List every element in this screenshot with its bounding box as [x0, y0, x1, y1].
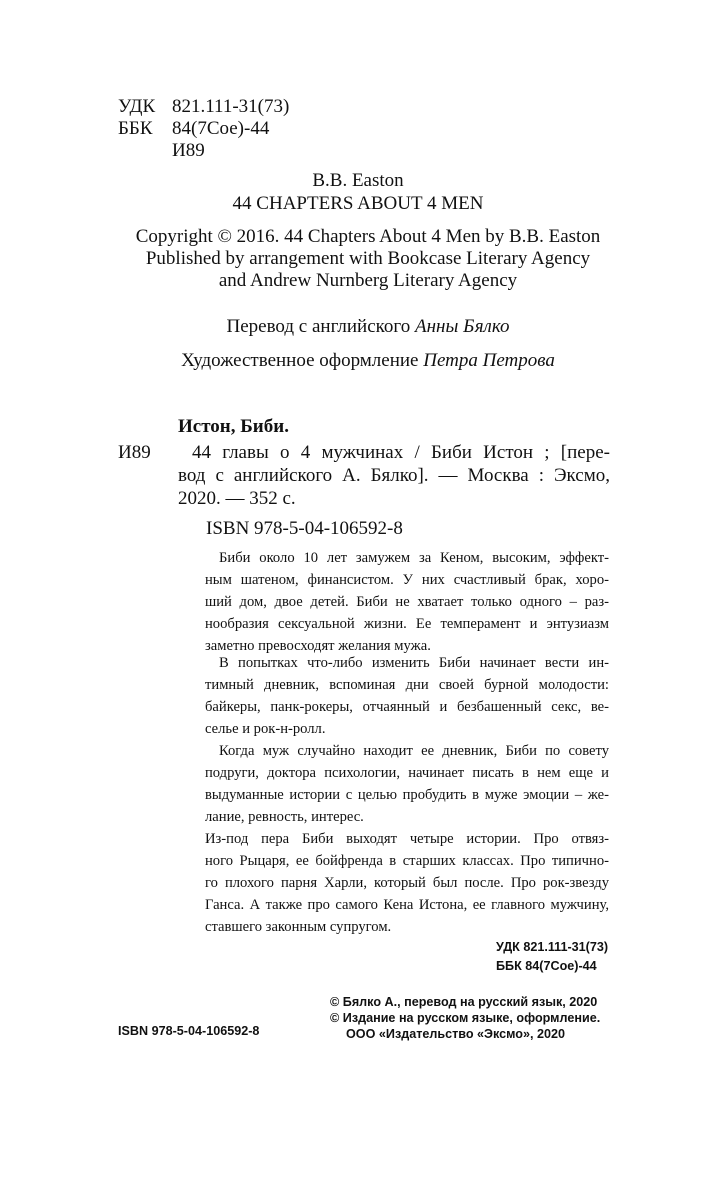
annotation-line: байкеры, панк-рокеры, отчаянный и безбашенный секс, ве- — [205, 699, 609, 715]
annotation-bbk: ББК 84(7Сое)-44 — [496, 959, 597, 973]
annotation-udk: УДК 821.111-31(73) — [496, 940, 609, 954]
translation-credit — [108, 316, 628, 338]
translation-prefix: Перевод с английского — [226, 316, 411, 337]
catalog-entry-line: вод с английского А. Бялко]. — Москва : Эксмо, — [178, 465, 610, 486]
imprint-line: © Бялко А., перевод на русский язык, 2020 — [330, 995, 598, 1009]
copyright-line: Published by arrangement with Bookcase Literary Agency — [145, 248, 591, 269]
annotation-line: В попытках что-либо изменить Биби начинает вести ин- — [219, 655, 609, 671]
udk-label: УДК — [118, 96, 156, 117]
annotation-line: селье и рок-н-ролл. — [205, 721, 326, 737]
title-en: 44 CHAPTERS ABOUT 4 MEN — [232, 193, 484, 214]
annotation-line: выдуманные истории с целью пробудить в муже эмоции – же- — [205, 787, 609, 803]
annotation-line: Из-под пера Биби выходят четыре истории. Про отвяз- — [205, 831, 609, 847]
bbk-label: ББК — [118, 118, 153, 139]
annotation-line: лание, ревность, интерес. — [205, 809, 364, 825]
catalog-entry-line: 2020. — 352 с. — [178, 488, 296, 509]
annotation-line: подруги, доктора психологии, начинает писать в нем еще и — [205, 765, 609, 781]
author-en: B.B. Easton — [312, 170, 404, 191]
translator-name: Анны Бялко — [415, 316, 510, 337]
copyright-line: Copyright © 2016. 44 Chapters About 4 Men by B.B. Easton — [135, 226, 601, 247]
bbk-value: 84(7Сое)-44 — [172, 118, 270, 139]
author-code: И89 — [172, 140, 205, 161]
annotation-line: ного Рыцаря, ее бойфренда в старших классах. Про типично- — [205, 853, 609, 869]
annotation-line: Ганса. А также про самого Кена Истона, ее главного мужчину, — [205, 897, 609, 913]
design-prefix: Художественное оформление — [181, 350, 419, 371]
annotation-line: Биби около 10 лет замужем за Кеном, высоким, эффект- — [219, 550, 609, 566]
imprint-isbn: ISBN 978-5-04-106592-8 — [118, 1024, 260, 1038]
annotation-line: го плохого парня Харли, который был после. Про рок-звезду — [205, 875, 609, 891]
designer-name: Петра Петрова — [423, 350, 555, 371]
catalog-code: И89 — [118, 442, 151, 463]
catalog-isbn: ISBN 978-5-04-106592-8 — [206, 518, 403, 539]
annotation-line: ным шатеном, финансистом. У них счастливый брак, хоро- — [205, 572, 609, 588]
design-credit — [108, 350, 628, 372]
udk-value: 821.111-31(73) — [172, 96, 290, 117]
copyright-line: and Andrew Nurnberg Literary Agency — [218, 270, 518, 291]
annotation-line: ший дом, двое детей. Биби не хватает только одного – раз- — [205, 594, 609, 610]
annotation-line: заметно превосходят желания мужа. — [205, 638, 431, 654]
catalog-heading: Истон, Биби. — [178, 416, 289, 437]
imprint-line: © Издание на русском языке, оформление. — [330, 1011, 601, 1025]
catalog-entry-line: 44 главы о 4 мужчинах / Биби Истон ; [пере- — [192, 442, 610, 463]
annotation-line: Когда муж случайно находит ее дневник, Биби по совету — [219, 743, 609, 759]
annotation-line: ставшего законным супругом. — [205, 919, 392, 935]
imprint-line: ООО «Издательство «Эксмо», 2020 — [346, 1027, 566, 1041]
annotation-line: нообразия сексуальной жизни. Ее темперамент и энтузиазм — [205, 616, 609, 632]
annotation-line: тимный дневник, вспоминая дни своей бурной молодости: — [205, 677, 609, 693]
